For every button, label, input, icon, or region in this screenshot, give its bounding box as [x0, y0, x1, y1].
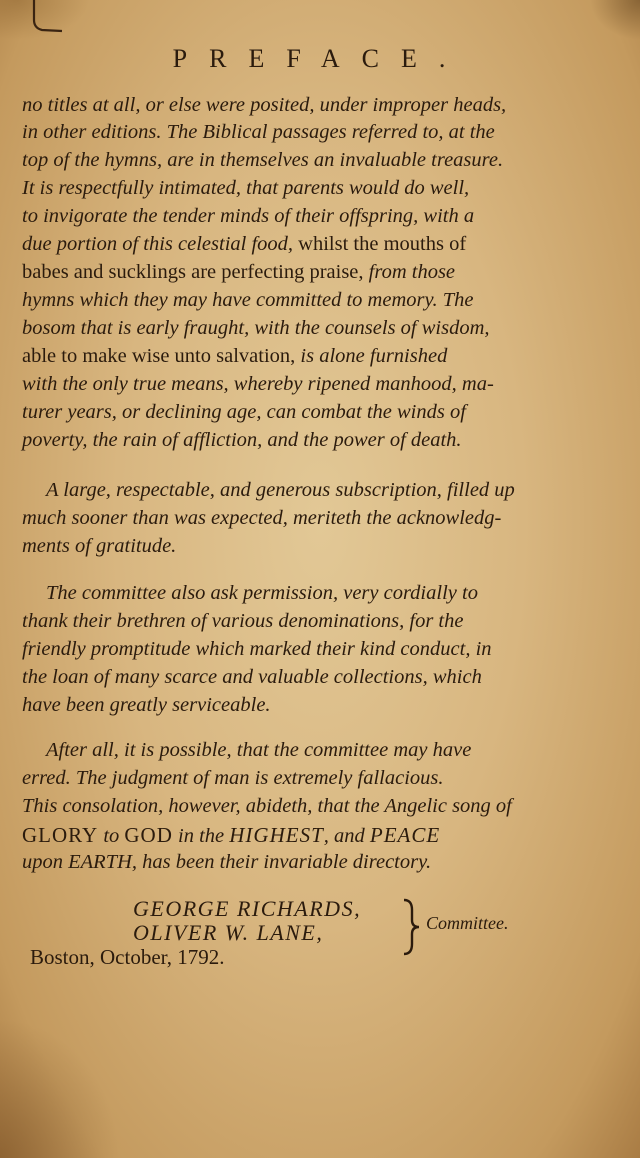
italic-segment: in the [172, 825, 230, 847]
committee-label: Committee. [426, 913, 509, 933]
text-line: much sooner than was expected, meriteth the acknowledg- [22, 507, 502, 529]
text-line: This consolation, however, abideth, that the Angelic song of [22, 795, 512, 817]
roman-segment: able to make wise unto salvation, [22, 345, 296, 367]
text-line: The committee also ask permission, very cordially to [46, 582, 478, 604]
text-line: top of the hymns, are in themselves an invaluable treasure. [22, 149, 504, 171]
text-line: After all, it is possible, that the committee may have [46, 739, 472, 761]
text-line: hymns which they may have committed to memory. The [22, 289, 474, 311]
text-line: erred. The judgment of man is extremely fallacious. [22, 767, 444, 789]
text-line [22, 233, 612, 256]
text-line: ments of gratitude. [22, 535, 177, 557]
text-line: poverty, the rain of affliction, and the power of death. [22, 429, 462, 451]
italic-segment: is alone furnished [295, 345, 448, 367]
signatory-name: GEORGE RICHARDS, [133, 896, 362, 921]
roman-segment: whilst the mouths of [293, 233, 467, 255]
text-line: turer years, or declining age, can combat the winds of [22, 401, 466, 423]
text-line: It is respectfully intimated, that parents would do well, [22, 177, 470, 199]
text-line: the loan of many scarce and valuable collections, which [22, 666, 482, 688]
caps-word: HIGHEST [229, 823, 324, 847]
signatory-name: OLIVER W. LANE, [133, 920, 324, 945]
text-line: bosom that is early fraught, with the counsels of wisdom, [22, 317, 490, 339]
text-line [22, 345, 612, 368]
roman-segment: babes and sucklings are perfecting praise, [22, 261, 364, 283]
caps-word: GLORY [22, 823, 99, 847]
text-line: no titles at all, or else were posited, under improper heads, [22, 94, 507, 116]
text-line: upon EARTH, has been their invariable directory. [22, 851, 432, 873]
text-line [22, 823, 612, 848]
dateline: Boston, October, 1792. [30, 945, 225, 969]
text-line: to invigorate the tender minds of their offspring, with a [22, 205, 475, 227]
text-line [22, 261, 612, 284]
brace-mark [400, 898, 422, 956]
text-line: A large, respectable, and generous subscription, filled up [46, 479, 515, 501]
italic-segment: from those [363, 261, 456, 283]
italic-segment: to [98, 825, 125, 847]
italic-segment: due portion of this celestial food, [22, 233, 294, 255]
text-line: friendly promptitude which marked their kind conduct, in [22, 638, 492, 660]
corner-stain [0, 1018, 120, 1158]
caps-word: PEACE [369, 823, 441, 847]
text-line: have been greatly serviceable. [22, 694, 271, 716]
page-title: PREFACE. [172, 44, 468, 73]
page-edge-mark [28, 0, 64, 34]
italic-segment: , and [323, 825, 370, 847]
corner-stain [590, 0, 640, 40]
text-line: in other editions. The Biblical passages referred to, at the [22, 121, 495, 143]
caps-word: GOD [124, 823, 173, 847]
text-line: thank their brethren of various denominations, for the [22, 610, 464, 632]
text-line: with the only true means, whereby ripened manhood, ma- [22, 373, 494, 395]
